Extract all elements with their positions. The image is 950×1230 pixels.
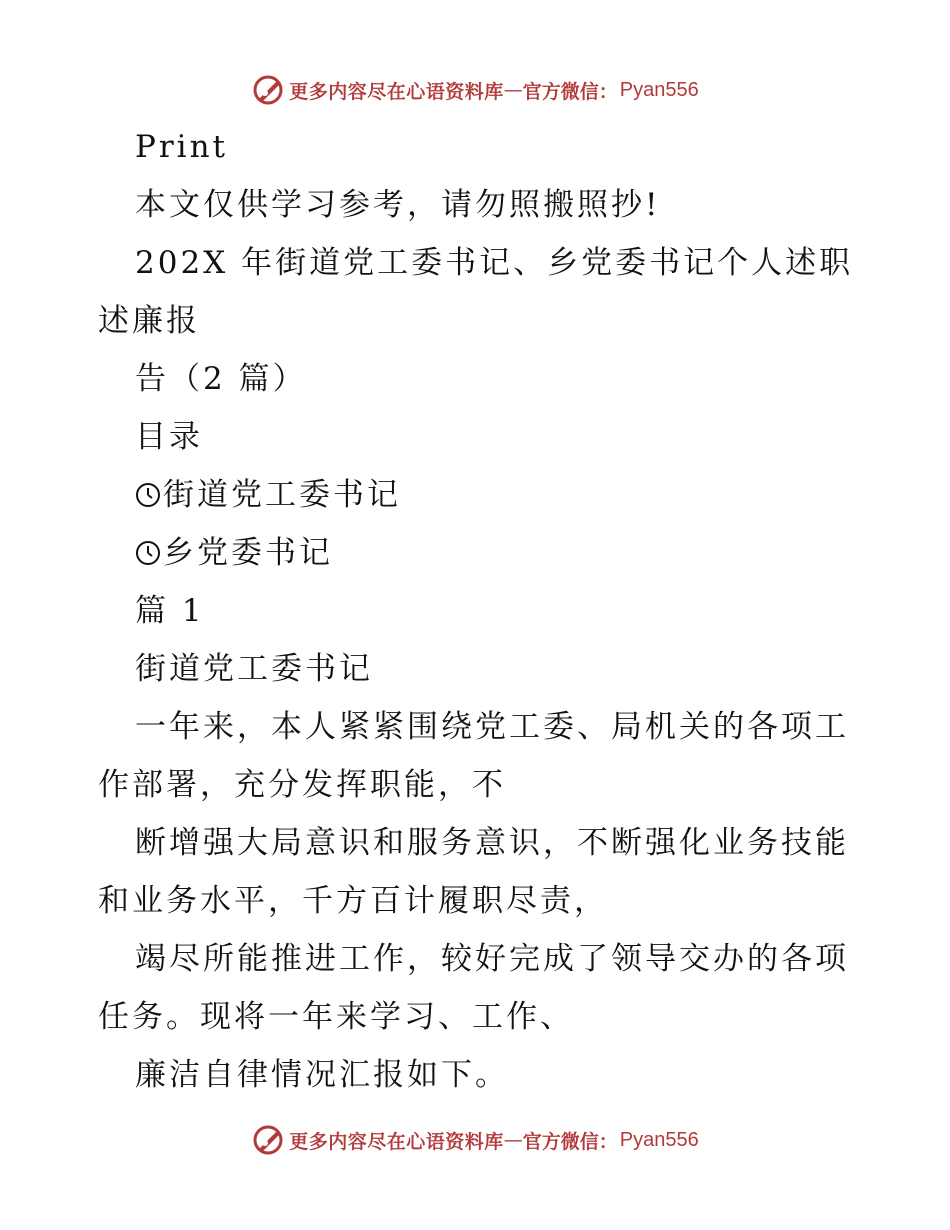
banner-wechat-id: Pyan556 [619,1128,699,1151]
document-title-line-1: 202X 年街道党工委书记、乡党委书记个人述职 [135,245,854,281]
pen-logo-icon [251,1123,285,1157]
disclaimer: 本文仅供学习参考，请勿照搬照抄! [135,187,661,223]
paragraph-line: 和业务水平，千方百计履职尽责， [98,883,608,919]
paragraph-line: 任务。现将一年来学习、工作、 [98,999,574,1035]
print-label: Print [135,129,229,165]
document-title-line-3: 告（2 篇） [135,361,307,397]
paragraph-line: 断增强大局意识和服务意识，不断强化业务技能 [135,825,849,861]
banner-wechat-id: Pyan556 [619,78,699,101]
document-title-line-2: 述廉报 [98,303,200,339]
section-number: 篇 1 [135,593,205,629]
clock-icon [135,482,161,508]
footer-banner [0,1120,950,1160]
paragraph-line: 作部署，充分发挥职能，不 [98,767,506,803]
toc-item-2[interactable] [98,524,858,582]
document-body [98,118,858,1104]
header-banner [0,70,950,110]
toc-item-2-label: 乡党委书记 [163,535,333,571]
toc-item-1-label: 街道党工委书记 [163,477,401,513]
banner-dash: — [503,79,523,101]
paragraph-line: 廉洁自律情况汇报如下。 [135,1057,509,1093]
banner-wechat-label: 官方微信： [522,80,618,103]
banner-wechat-label: 官方微信： [522,1130,618,1153]
banner-dash: — [503,1129,523,1151]
banner-text: 更多内容尽在心语资料库 [289,80,504,103]
paragraph-line: 一年来，本人紧紧围绕党工委、局机关的各项工 [135,709,849,745]
pen-logo-icon [251,73,285,107]
toc-heading: 目录 [135,419,203,455]
section-title: 街道党工委书记 [135,651,373,687]
clock-icon [135,540,161,566]
banner-text: 更多内容尽在心语资料库 [289,1130,504,1153]
toc-item-1[interactable] [98,466,858,524]
paragraph-line: 竭尽所能推进工作，较好完成了领导交办的各项 [135,941,849,977]
